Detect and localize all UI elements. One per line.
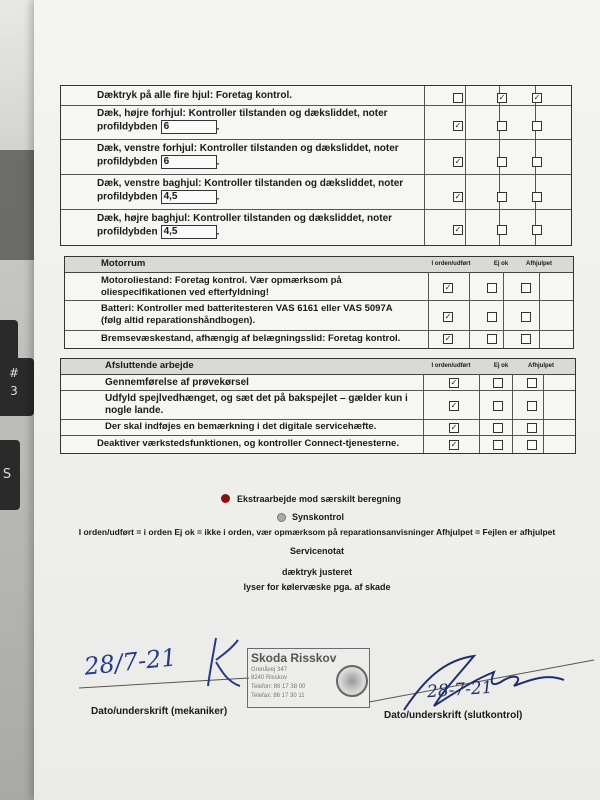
dealer-stamp bbox=[247, 648, 370, 708]
row-label-line2: profildybden bbox=[97, 121, 158, 133]
profile-depth-field[interactable]: 6 bbox=[161, 120, 217, 134]
service-note-line: lyser for kølervæske pga. af skade bbox=[243, 582, 391, 592]
row-label-line2: nogle lande. bbox=[105, 405, 164, 416]
col-header-fixed: Afhjulpet bbox=[526, 261, 552, 267]
checkbox-not-ok[interactable]: ✓ bbox=[498, 93, 506, 102]
col-header-ok: I orden/udført bbox=[431, 261, 471, 267]
checklist-row bbox=[61, 86, 571, 106]
checkbox-fixed[interactable] bbox=[521, 312, 531, 322]
checklist-row bbox=[61, 174, 571, 210]
checklist-row bbox=[61, 139, 571, 175]
legend-explanation: I orden/udført = i orden Ej ok = ikke i orden, vær opmærksom på reparationsanvisninger Afhjulpet = Fejlen er afhjulpet bbox=[78, 527, 556, 537]
col-header-not-ok: Ej ok bbox=[493, 363, 509, 369]
row-label-line1: Motoroliestand: Foretag kontrol. Vær opmærksom på bbox=[101, 275, 342, 286]
col-header-fixed: Afhjulpet bbox=[528, 363, 554, 369]
checkbox-fixed[interactable] bbox=[527, 401, 537, 411]
row-label: Dæk, venstre forhjul: Kontroller tilstanden og dæksliddet, noter profildybden 6 . bbox=[97, 143, 399, 168]
checklist-row bbox=[65, 273, 573, 301]
checkbox-ok[interactable]: ✓ bbox=[454, 121, 462, 130]
extra-work-label: Ekstraarbejde mod særskilt beregning bbox=[237, 494, 402, 504]
checkbox-not-ok[interactable] bbox=[487, 283, 497, 293]
checkbox-ok[interactable]: ✓ bbox=[450, 423, 458, 432]
keyboard-key-s: S bbox=[0, 440, 20, 510]
keyboard-key-3 bbox=[0, 358, 34, 416]
checkbox-not-ok[interactable] bbox=[487, 312, 497, 322]
checkbox-ok[interactable] bbox=[453, 93, 463, 103]
checkbox-ok[interactable]: ✓ bbox=[454, 157, 462, 166]
checkbox-not-ok[interactable] bbox=[493, 423, 503, 433]
key-symbol: # bbox=[8, 366, 20, 380]
checkbox-not-ok[interactable] bbox=[493, 440, 503, 450]
service-note-title: Servicenotat bbox=[289, 546, 345, 556]
row-label: Dæktryk på alle fire hjul: Foretag kontrol. bbox=[97, 90, 293, 101]
row-label-line2: profildybden bbox=[97, 156, 158, 168]
section-title: Motorrum bbox=[101, 258, 146, 269]
checkbox-not-ok[interactable] bbox=[493, 401, 503, 411]
checkbox-fixed[interactable] bbox=[532, 192, 542, 202]
checkbox-fixed[interactable]: ✓ bbox=[533, 93, 541, 102]
key-number: 3 bbox=[10, 384, 18, 398]
row-label-line2: oliespecifikationen ved efterfyldning! bbox=[101, 287, 269, 298]
stamp-line: Grenåvej 347 bbox=[251, 667, 288, 673]
checklist-row bbox=[61, 375, 575, 391]
col-header-not-ok: Ej ok bbox=[493, 261, 509, 267]
tire-section bbox=[60, 85, 572, 246]
section-header bbox=[61, 359, 575, 375]
checkbox-not-ok[interactable] bbox=[497, 225, 507, 235]
checklist-row bbox=[61, 435, 575, 452]
checklist-row bbox=[61, 209, 571, 244]
profile-depth-field[interactable]: 6 bbox=[161, 155, 217, 169]
checkbox-fixed[interactable] bbox=[532, 225, 542, 235]
checkbox-ok[interactable]: ✓ bbox=[444, 312, 452, 321]
checkbox-ok[interactable]: ✓ bbox=[454, 192, 462, 201]
checkbox-not-ok[interactable] bbox=[497, 121, 507, 131]
checkbox-fixed[interactable] bbox=[527, 440, 537, 450]
row-label bbox=[105, 393, 408, 417]
checkbox-not-ok[interactable] bbox=[497, 157, 507, 167]
row-label: Dæk, venstre baghjul: Kontroller tilstanden og dæksliddet, noter profildybden 4,5 . bbox=[97, 178, 404, 203]
mechanic-date: 28/7-21 bbox=[82, 643, 178, 681]
checkbox-ok[interactable]: ✓ bbox=[450, 378, 458, 387]
checkbox-fixed[interactable] bbox=[532, 121, 542, 131]
stamp-line: Telefon: 86 17 38 00 bbox=[251, 684, 306, 690]
visual-check-marker-icon bbox=[277, 513, 286, 522]
checkbox-fixed[interactable] bbox=[521, 283, 531, 293]
section-header bbox=[65, 257, 573, 273]
row-label: Dæk, højre baghjul: Kontroller tilstanden og dæksliddet, noter profildybden 4,5 . bbox=[97, 213, 393, 238]
row-label-line1: Udfyld spejlvedhænget, og sæt det på bakspejlet – gælder kun i bbox=[105, 393, 408, 404]
row-label-line2: (følg altid reparationshåndbogen). bbox=[101, 315, 256, 326]
row-label: Dæk, højre forhjul: Kontroller tilstanden og dæksliddet, noter profildybden 6 . bbox=[97, 108, 388, 133]
checkbox-not-ok[interactable] bbox=[487, 334, 497, 344]
checkbox-ok[interactable]: ✓ bbox=[444, 334, 452, 343]
checklist-row bbox=[61, 390, 575, 420]
row-label-line2: profildybden bbox=[97, 191, 158, 203]
checkbox-fixed[interactable] bbox=[532, 157, 542, 167]
service-note-line: dæktryk justeret bbox=[281, 567, 353, 577]
col-header-ok: I orden/udført bbox=[431, 363, 471, 369]
row-label: Der skal indføjes en bemærkning i det digitale servicehæfte. bbox=[105, 421, 377, 432]
final-check-date: 28-7-21 bbox=[426, 677, 494, 703]
row-label bbox=[101, 275, 342, 299]
service-checklist-paper bbox=[34, 0, 600, 800]
final-check-signature-label: Dato/underskrift (slutkontrol) bbox=[384, 710, 523, 721]
row-label: Deaktiver værkstedsfunktionen, og kontroller Connect-tjenesterne. bbox=[97, 438, 399, 449]
profile-depth-field[interactable]: 4,5 bbox=[161, 225, 217, 239]
row-label-line1: Dæk, højre baghjul: Kontroller tilstanden og dæksliddet, noter bbox=[97, 213, 393, 224]
checkbox-ok[interactable]: ✓ bbox=[444, 283, 452, 292]
checkbox-fixed[interactable] bbox=[527, 423, 537, 433]
checkbox-not-ok[interactable] bbox=[493, 378, 503, 388]
visual-check-label: Synskontrol bbox=[292, 512, 345, 522]
checkbox-ok[interactable]: ✓ bbox=[450, 440, 458, 449]
checkbox-not-ok[interactable] bbox=[497, 192, 507, 202]
row-label bbox=[101, 303, 393, 327]
row-label-line1: Dæk, højre forhjul: Kontroller tilstanden og dæksliddet, noter bbox=[97, 108, 388, 119]
checklist-row bbox=[65, 300, 573, 331]
checklist-row bbox=[61, 419, 575, 436]
checkbox-ok[interactable]: ✓ bbox=[454, 225, 462, 234]
row-label-line2: profildybden bbox=[97, 226, 158, 238]
extra-work-marker-icon bbox=[221, 494, 230, 503]
row-label-line1: Dæk, venstre baghjul: Kontroller tilstanden og dæksliddet, noter bbox=[97, 178, 404, 189]
motor-section bbox=[64, 256, 574, 349]
checkbox-fixed[interactable] bbox=[527, 378, 537, 388]
row-label-line1: Batteri: Kontroller med batteritesteren VAS 6161 eller VAS 5097A bbox=[101, 303, 393, 314]
checklist-row bbox=[65, 330, 573, 347]
checklist-row bbox=[61, 105, 571, 140]
profile-depth-field[interactable]: 4,5 bbox=[161, 190, 217, 204]
stamp-name: Skoda Risskov bbox=[251, 651, 337, 665]
row-label: Gennemførelse af prøvekørsel bbox=[105, 377, 249, 388]
section-title: Afsluttende arbejde bbox=[105, 360, 194, 371]
stamp-line: Telefax: 86 17 30 11 bbox=[251, 693, 305, 699]
row-label: Bremsevæskestand, afhængig af belægningsslid: Foretag kontrol. bbox=[101, 333, 401, 344]
checkbox-fixed[interactable] bbox=[521, 334, 531, 344]
checkbox-ok[interactable]: ✓ bbox=[450, 401, 458, 410]
stamp-line: 8240 Risskov bbox=[251, 675, 288, 681]
mechanic-signature-label: Dato/underskrift (mekaniker) bbox=[91, 706, 228, 717]
final-work-section bbox=[60, 358, 576, 454]
row-label-line1: Dæk, venstre forhjul: Kontroller tilstanden og dæksliddet, noter bbox=[97, 143, 399, 154]
